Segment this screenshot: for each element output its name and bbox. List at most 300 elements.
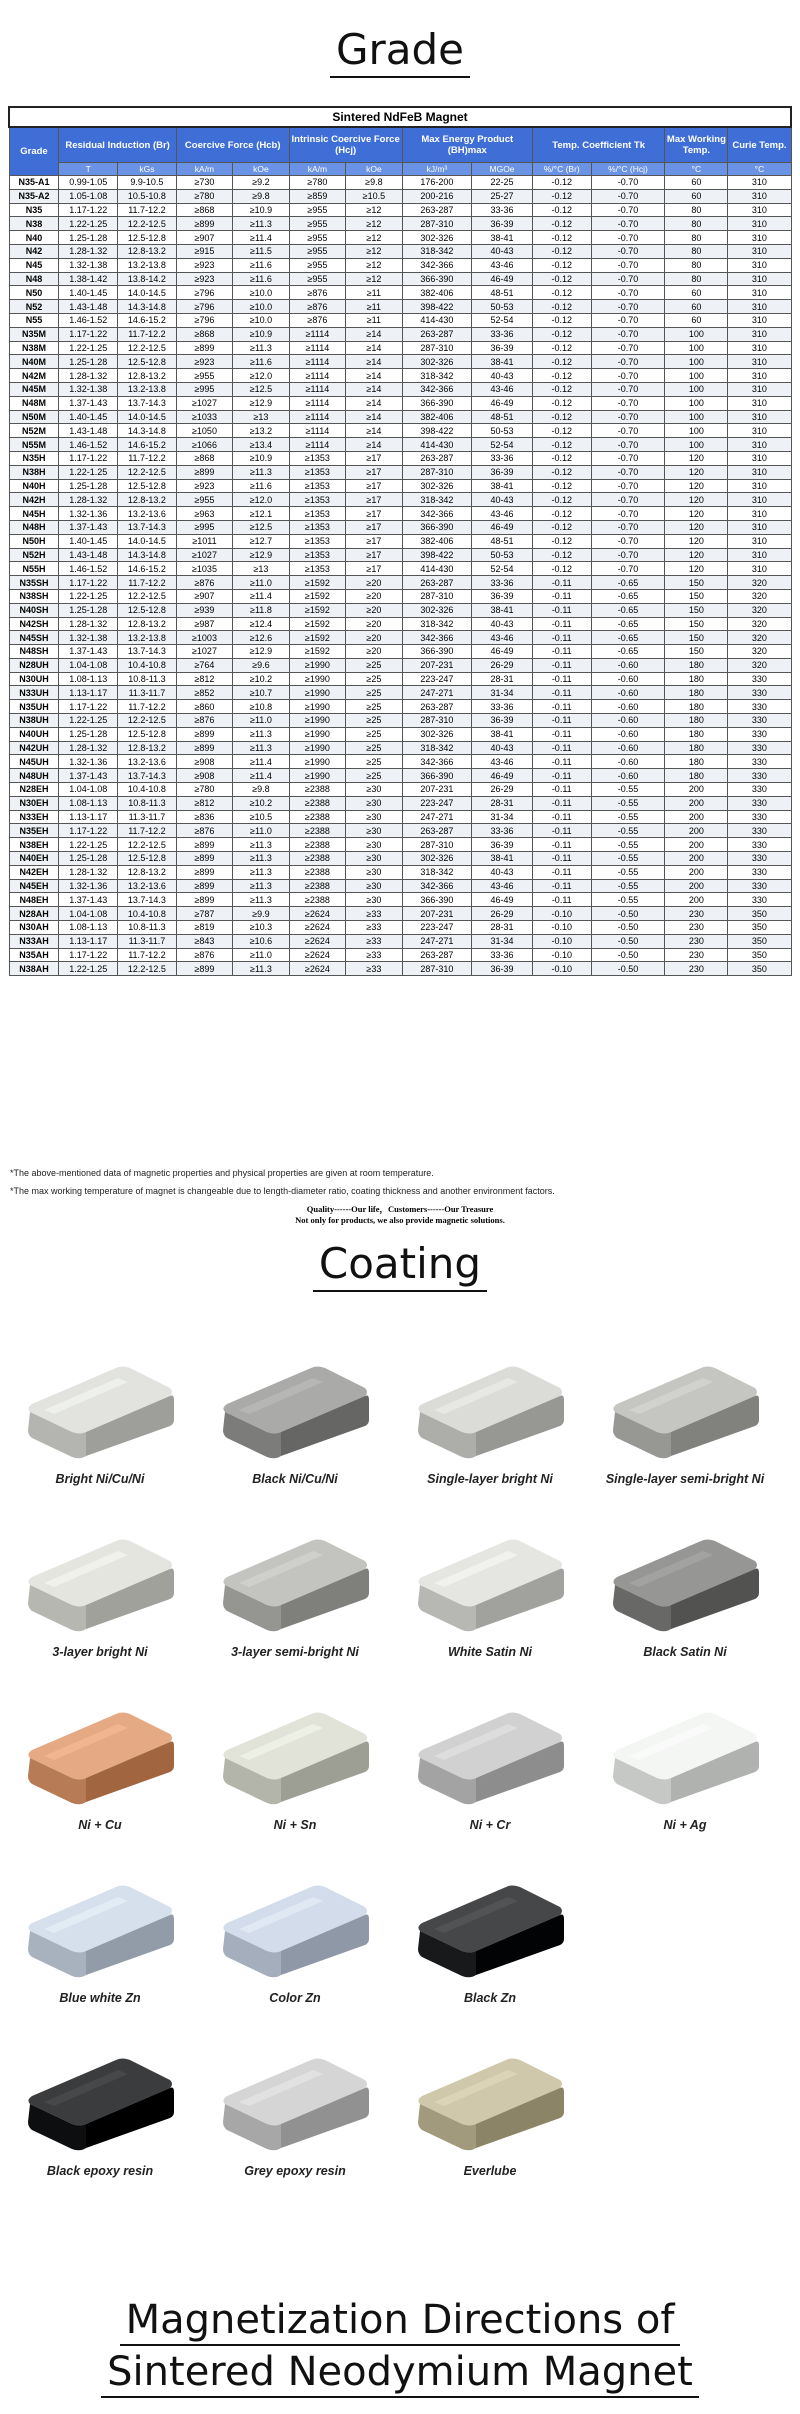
header-coercive-force: Coercive Force (Hcb)	[176, 127, 289, 163]
grade-table-container	[8, 106, 792, 976]
value-cell: ≥1990	[289, 658, 345, 672]
value-cell: 0.99-1.05	[59, 176, 118, 190]
value-cell: 350	[728, 962, 791, 976]
value-cell: ≥25	[346, 672, 402, 686]
table-row	[9, 176, 791, 190]
value-cell: 150	[665, 645, 728, 659]
value-cell: ≥14	[346, 438, 402, 452]
value-cell: -0.11	[532, 755, 591, 769]
value-cell: ≥11.6	[233, 272, 289, 286]
grade-cell: N42H	[9, 493, 59, 507]
value-cell: 46-49	[472, 520, 533, 534]
value-cell: 310	[728, 300, 791, 314]
value-cell: ≥1114	[289, 424, 345, 438]
value-cell: ≥25	[346, 700, 402, 714]
value-cell: 60	[665, 313, 728, 327]
value-cell: -0.60	[591, 672, 665, 686]
value-cell: 46-49	[472, 645, 533, 659]
value-cell: 1.40-1.45	[59, 410, 118, 424]
value-cell: 310	[728, 451, 791, 465]
value-cell: ≥30	[346, 893, 402, 907]
value-cell: -0.60	[591, 686, 665, 700]
value-cell: -0.70	[591, 286, 665, 300]
value-cell: 366-390	[402, 520, 472, 534]
value-cell: 180	[665, 672, 728, 686]
value-cell: -0.70	[591, 231, 665, 245]
value-cell: ≥2624	[289, 948, 345, 962]
value-cell: 10.4-10.8	[118, 907, 177, 921]
table-row	[9, 645, 791, 659]
value-cell: -0.50	[591, 962, 665, 976]
value-cell: ≥730	[176, 176, 232, 190]
magnet-block-icon	[414, 1708, 566, 1812]
table-row	[9, 962, 791, 976]
value-cell: ≥14	[346, 382, 402, 396]
value-cell: 1.13-1.17	[59, 810, 118, 824]
value-cell: 200	[665, 852, 728, 866]
table-row	[9, 879, 791, 893]
value-cell: 10.8-11.3	[118, 796, 177, 810]
value-cell: ≥995	[176, 382, 232, 396]
value-cell: -0.50	[591, 948, 665, 962]
value-cell: -0.11	[532, 589, 591, 603]
value-cell: -0.11	[532, 852, 591, 866]
value-cell: 40-43	[472, 865, 533, 879]
value-cell: 50-53	[472, 424, 533, 438]
value-cell: 13.7-14.3	[118, 645, 177, 659]
value-cell: 12.8-13.2	[118, 741, 177, 755]
value-cell: ≥987	[176, 617, 232, 631]
value-cell: 320	[728, 631, 791, 645]
value-cell: ≥11.3	[233, 341, 289, 355]
value-cell: 38-41	[472, 852, 533, 866]
value-cell: 36-39	[472, 962, 533, 976]
value-cell: -0.70	[591, 520, 665, 534]
value-cell: 180	[665, 658, 728, 672]
value-cell: 1.37-1.43	[59, 396, 118, 410]
value-cell: -0.65	[591, 589, 665, 603]
value-cell: ≥10.3	[233, 921, 289, 935]
grade-section-title-wrap	[0, 24, 800, 78]
value-cell: 1.32-1.36	[59, 879, 118, 893]
value-cell: 12.2-12.5	[118, 217, 177, 231]
table-row	[9, 520, 791, 534]
table-row	[9, 424, 791, 438]
value-cell: -0.12	[532, 176, 591, 190]
value-cell: 1.25-1.28	[59, 479, 118, 493]
table-row	[9, 451, 791, 465]
value-cell: 1.08-1.13	[59, 672, 118, 686]
value-cell: ≥11.3	[233, 741, 289, 755]
table-row	[9, 327, 791, 341]
value-cell: ≥1114	[289, 382, 345, 396]
value-cell: 320	[728, 603, 791, 617]
grade-cell: N35-A2	[9, 189, 59, 203]
value-cell: ≥25	[346, 658, 402, 672]
value-cell: 310	[728, 410, 791, 424]
coating-sample	[400, 1881, 580, 2041]
value-cell: 1.05-1.08	[59, 189, 118, 203]
value-cell: -0.12	[532, 479, 591, 493]
grade-cell: N40H	[9, 479, 59, 493]
value-cell: 28-31	[472, 796, 533, 810]
value-cell: 310	[728, 369, 791, 383]
value-cell: 36-39	[472, 341, 533, 355]
value-cell: -0.12	[532, 562, 591, 576]
value-cell: 33-36	[472, 824, 533, 838]
value-cell: 310	[728, 355, 791, 369]
value-cell: 1.46-1.52	[59, 313, 118, 327]
table-row	[9, 727, 791, 741]
table-row	[9, 921, 791, 935]
value-cell: ≥899	[176, 217, 232, 231]
value-cell: ≥2388	[289, 783, 345, 797]
value-cell: 263-287	[402, 824, 472, 838]
value-cell: -0.70	[591, 355, 665, 369]
value-cell: 200	[665, 865, 728, 879]
value-cell: 100	[665, 369, 728, 383]
unit-bh-mgoe: MGOe	[472, 163, 533, 176]
value-cell: 302-326	[402, 479, 472, 493]
value-cell: ≥33	[346, 907, 402, 921]
value-cell: -0.70	[591, 203, 665, 217]
value-cell: 13.2-13.8	[118, 382, 177, 396]
value-cell: -0.60	[591, 769, 665, 783]
grade-cell: N40	[9, 231, 59, 245]
value-cell: 230	[665, 948, 728, 962]
value-cell: 350	[728, 907, 791, 921]
grade-cell: N35EH	[9, 824, 59, 838]
value-cell: ≥20	[346, 617, 402, 631]
slogan-line-2: Not only for products, we also provide magnetic solutions.	[295, 1215, 505, 1225]
magnet-block-icon	[609, 1362, 761, 1466]
value-cell: 1.37-1.43	[59, 769, 118, 783]
value-cell: ≥11	[346, 286, 402, 300]
table-row	[9, 396, 791, 410]
value-cell: 12.2-12.5	[118, 838, 177, 852]
value-cell: 11.7-12.2	[118, 824, 177, 838]
grade-cell: N38AH	[9, 962, 59, 976]
value-cell: -0.12	[532, 534, 591, 548]
value-cell: 38-41	[472, 231, 533, 245]
value-cell: 1.32-1.38	[59, 382, 118, 396]
table-row	[9, 313, 791, 327]
value-cell: 1.22-1.25	[59, 714, 118, 728]
value-cell: 223-247	[402, 796, 472, 810]
value-cell: 200	[665, 893, 728, 907]
value-cell: ≥2624	[289, 921, 345, 935]
value-cell: 330	[728, 755, 791, 769]
table-row	[9, 893, 791, 907]
value-cell: -0.12	[532, 327, 591, 341]
value-cell: ≥20	[346, 631, 402, 645]
value-cell: -0.10	[532, 934, 591, 948]
value-cell: ≥10.2	[233, 796, 289, 810]
grade-cell: N48H	[9, 520, 59, 534]
value-cell: ≥17	[346, 548, 402, 562]
value-cell: 180	[665, 700, 728, 714]
value-cell: ≥12	[346, 203, 402, 217]
value-cell: 330	[728, 769, 791, 783]
value-cell: ≥10.9	[233, 327, 289, 341]
coating-label: Single-layer bright Ni	[427, 1472, 553, 1486]
value-cell: 13.7-14.3	[118, 893, 177, 907]
value-cell: 120	[665, 465, 728, 479]
value-cell: ≥1592	[289, 576, 345, 590]
grade-cell: N30AH	[9, 921, 59, 935]
value-cell: 12.2-12.5	[118, 962, 177, 976]
value-cell: 366-390	[402, 893, 472, 907]
value-cell: ≥1353	[289, 465, 345, 479]
value-cell: 40-43	[472, 617, 533, 631]
value-cell: 14.0-14.5	[118, 286, 177, 300]
value-cell: 382-406	[402, 286, 472, 300]
value-cell: 43-46	[472, 755, 533, 769]
value-cell: -0.10	[532, 921, 591, 935]
value-cell: 33-36	[472, 451, 533, 465]
grade-cell: N35-A1	[9, 176, 59, 190]
value-cell: -0.55	[591, 783, 665, 797]
value-cell: 12.2-12.5	[118, 589, 177, 603]
value-cell: ≥1035	[176, 562, 232, 576]
value-cell: ≥20	[346, 576, 402, 590]
magnetization-section-title-wrap	[0, 2296, 800, 2398]
value-cell: ≥14	[346, 369, 402, 383]
value-cell: 1.22-1.25	[59, 589, 118, 603]
value-cell: ≥1114	[289, 438, 345, 452]
value-cell: ≥12.1	[233, 507, 289, 521]
value-cell: 120	[665, 562, 728, 576]
table-row	[9, 231, 791, 245]
value-cell: ≥11	[346, 313, 402, 327]
grade-cell: N30EH	[9, 796, 59, 810]
value-cell: 1.38-1.42	[59, 272, 118, 286]
value-cell: -0.70	[591, 548, 665, 562]
value-cell: ≥10.2	[233, 672, 289, 686]
value-cell: -0.11	[532, 727, 591, 741]
value-cell: ≥2624	[289, 934, 345, 948]
value-cell: ≥11.0	[233, 824, 289, 838]
coating-sample	[10, 1535, 190, 1695]
value-cell: -0.70	[591, 410, 665, 424]
value-cell: ≥10.9	[233, 451, 289, 465]
value-cell: ≥30	[346, 865, 402, 879]
value-cell: 382-406	[402, 410, 472, 424]
value-cell: 11.7-12.2	[118, 327, 177, 341]
value-cell: 40-43	[472, 493, 533, 507]
value-cell: ≥899	[176, 838, 232, 852]
value-cell: ≥876	[176, 714, 232, 728]
grade-cell: N48M	[9, 396, 59, 410]
value-cell: ≥1114	[289, 355, 345, 369]
value-cell: 120	[665, 507, 728, 521]
value-cell: ≥923	[176, 272, 232, 286]
value-cell: ≥12.0	[233, 493, 289, 507]
value-cell: ≥30	[346, 783, 402, 797]
value-cell: ≥30	[346, 838, 402, 852]
value-cell: -0.12	[532, 465, 591, 479]
value-cell: 180	[665, 755, 728, 769]
value-cell: ≥11.4	[233, 231, 289, 245]
value-cell: ≥11.6	[233, 355, 289, 369]
value-cell: -0.12	[532, 382, 591, 396]
grade-cell: N45SH	[9, 631, 59, 645]
value-cell: 43-46	[472, 382, 533, 396]
coating-label: Ni + Ag	[663, 1818, 707, 1832]
value-cell: 223-247	[402, 672, 472, 686]
value-cell: ≥1114	[289, 341, 345, 355]
value-cell: 310	[728, 327, 791, 341]
value-cell: 414-430	[402, 438, 472, 452]
value-cell: 287-310	[402, 838, 472, 852]
header-residual-induction: Residual Induction (Br)	[59, 127, 176, 163]
value-cell: -0.12	[532, 410, 591, 424]
value-cell: 48-51	[472, 534, 533, 548]
value-cell: -0.11	[532, 783, 591, 797]
value-cell: 43-46	[472, 507, 533, 521]
grade-cell: N35	[9, 203, 59, 217]
value-cell: -0.12	[532, 258, 591, 272]
coating-sample	[10, 1881, 190, 2041]
coating-label: Everlube	[463, 2164, 517, 2178]
table-row	[9, 548, 791, 562]
value-cell: ≥1353	[289, 548, 345, 562]
table-caption: Sintered NdFeB Magnet	[9, 107, 791, 127]
value-cell: 398-422	[402, 548, 472, 562]
value-cell: 1.28-1.32	[59, 244, 118, 258]
table-row	[9, 258, 791, 272]
grade-cell: N33AH	[9, 934, 59, 948]
value-cell: 11.7-12.2	[118, 203, 177, 217]
value-cell: 12.8-13.2	[118, 493, 177, 507]
value-cell: ≥10.9	[233, 203, 289, 217]
value-cell: 28-31	[472, 921, 533, 935]
value-cell: ≥876	[176, 824, 232, 838]
value-cell: -0.50	[591, 907, 665, 921]
grade-cell: N50M	[9, 410, 59, 424]
value-cell: 60	[665, 286, 728, 300]
value-cell: -0.60	[591, 658, 665, 672]
value-cell: ≥17	[346, 479, 402, 493]
value-cell: ≥868	[176, 451, 232, 465]
grade-cell: N55	[9, 313, 59, 327]
value-cell: ≥907	[176, 589, 232, 603]
table-row	[9, 576, 791, 590]
value-cell: 120	[665, 479, 728, 493]
value-cell: ≥25	[346, 769, 402, 783]
value-cell: 80	[665, 217, 728, 231]
value-cell: 230	[665, 907, 728, 921]
value-cell: 350	[728, 934, 791, 948]
value-cell: -0.55	[591, 893, 665, 907]
grade-cell: N45M	[9, 382, 59, 396]
value-cell: ≥14	[346, 341, 402, 355]
value-cell: 330	[728, 893, 791, 907]
value-cell: 40-43	[472, 369, 533, 383]
value-cell: ≥915	[176, 244, 232, 258]
value-cell: 366-390	[402, 396, 472, 410]
value-cell: ≥868	[176, 327, 232, 341]
coating-label: Single-layer semi-bright Ni	[605, 1472, 765, 1486]
value-cell: ≥907	[176, 231, 232, 245]
value-cell: -0.55	[591, 810, 665, 824]
value-cell: ≥33	[346, 962, 402, 976]
value-cell: 28-31	[472, 672, 533, 686]
value-cell: -0.11	[532, 796, 591, 810]
value-cell: -0.50	[591, 921, 665, 935]
grade-cell: N52	[9, 300, 59, 314]
value-cell: 150	[665, 576, 728, 590]
value-cell: ≥955	[289, 231, 345, 245]
value-cell: 13.2-13.6	[118, 879, 177, 893]
value-cell: ≥20	[346, 645, 402, 659]
value-cell: 1.43-1.48	[59, 300, 118, 314]
table-row	[9, 507, 791, 521]
value-cell: 14.3-14.8	[118, 548, 177, 562]
grade-cell: N42UH	[9, 741, 59, 755]
value-cell: ≥14	[346, 355, 402, 369]
value-cell: -0.11	[532, 576, 591, 590]
grade-cell: N52M	[9, 424, 59, 438]
magnet-block-icon	[414, 1535, 566, 1639]
value-cell: 48-51	[472, 286, 533, 300]
value-cell: ≥1353	[289, 520, 345, 534]
value-cell: ≥2388	[289, 824, 345, 838]
grade-cell: N55M	[9, 438, 59, 452]
value-cell: -0.12	[532, 203, 591, 217]
unit-hcb-kam: kA/m	[176, 163, 232, 176]
value-cell: -0.55	[591, 824, 665, 838]
table-row	[9, 479, 791, 493]
table-row	[9, 410, 791, 424]
value-cell: 43-46	[472, 631, 533, 645]
value-cell: ≥12.5	[233, 520, 289, 534]
value-cell: 11.7-12.2	[118, 576, 177, 590]
value-cell: 342-366	[402, 258, 472, 272]
value-cell: 1.28-1.32	[59, 741, 118, 755]
value-cell: 12.8-13.2	[118, 369, 177, 383]
value-cell: 13.2-13.8	[118, 258, 177, 272]
coating-label: Black epoxy resin	[46, 2164, 154, 2178]
value-cell: -0.12	[532, 520, 591, 534]
value-cell: -0.11	[532, 741, 591, 755]
value-cell: ≥1114	[289, 396, 345, 410]
value-cell: 1.17-1.22	[59, 576, 118, 590]
table-row	[9, 658, 791, 672]
value-cell: 100	[665, 327, 728, 341]
value-cell: ≥908	[176, 755, 232, 769]
value-cell: 12.2-12.5	[118, 714, 177, 728]
value-cell: 1.13-1.17	[59, 686, 118, 700]
value-cell: 12.5-12.8	[118, 231, 177, 245]
value-cell: -0.55	[591, 852, 665, 866]
value-cell: 200	[665, 796, 728, 810]
value-cell: -0.70	[591, 272, 665, 286]
value-cell: ≥1990	[289, 769, 345, 783]
value-cell: ≥923	[176, 258, 232, 272]
table-row	[9, 714, 791, 728]
value-cell: ≥1353	[289, 493, 345, 507]
value-cell: -0.12	[532, 507, 591, 521]
value-cell: -0.11	[532, 603, 591, 617]
value-cell: ≥10.5	[233, 810, 289, 824]
value-cell: ≥13.4	[233, 438, 289, 452]
value-cell: ≥12	[346, 217, 402, 231]
value-cell: 120	[665, 534, 728, 548]
value-cell: 1.28-1.32	[59, 617, 118, 631]
value-cell: 287-310	[402, 341, 472, 355]
grade-cell: N38UH	[9, 714, 59, 728]
